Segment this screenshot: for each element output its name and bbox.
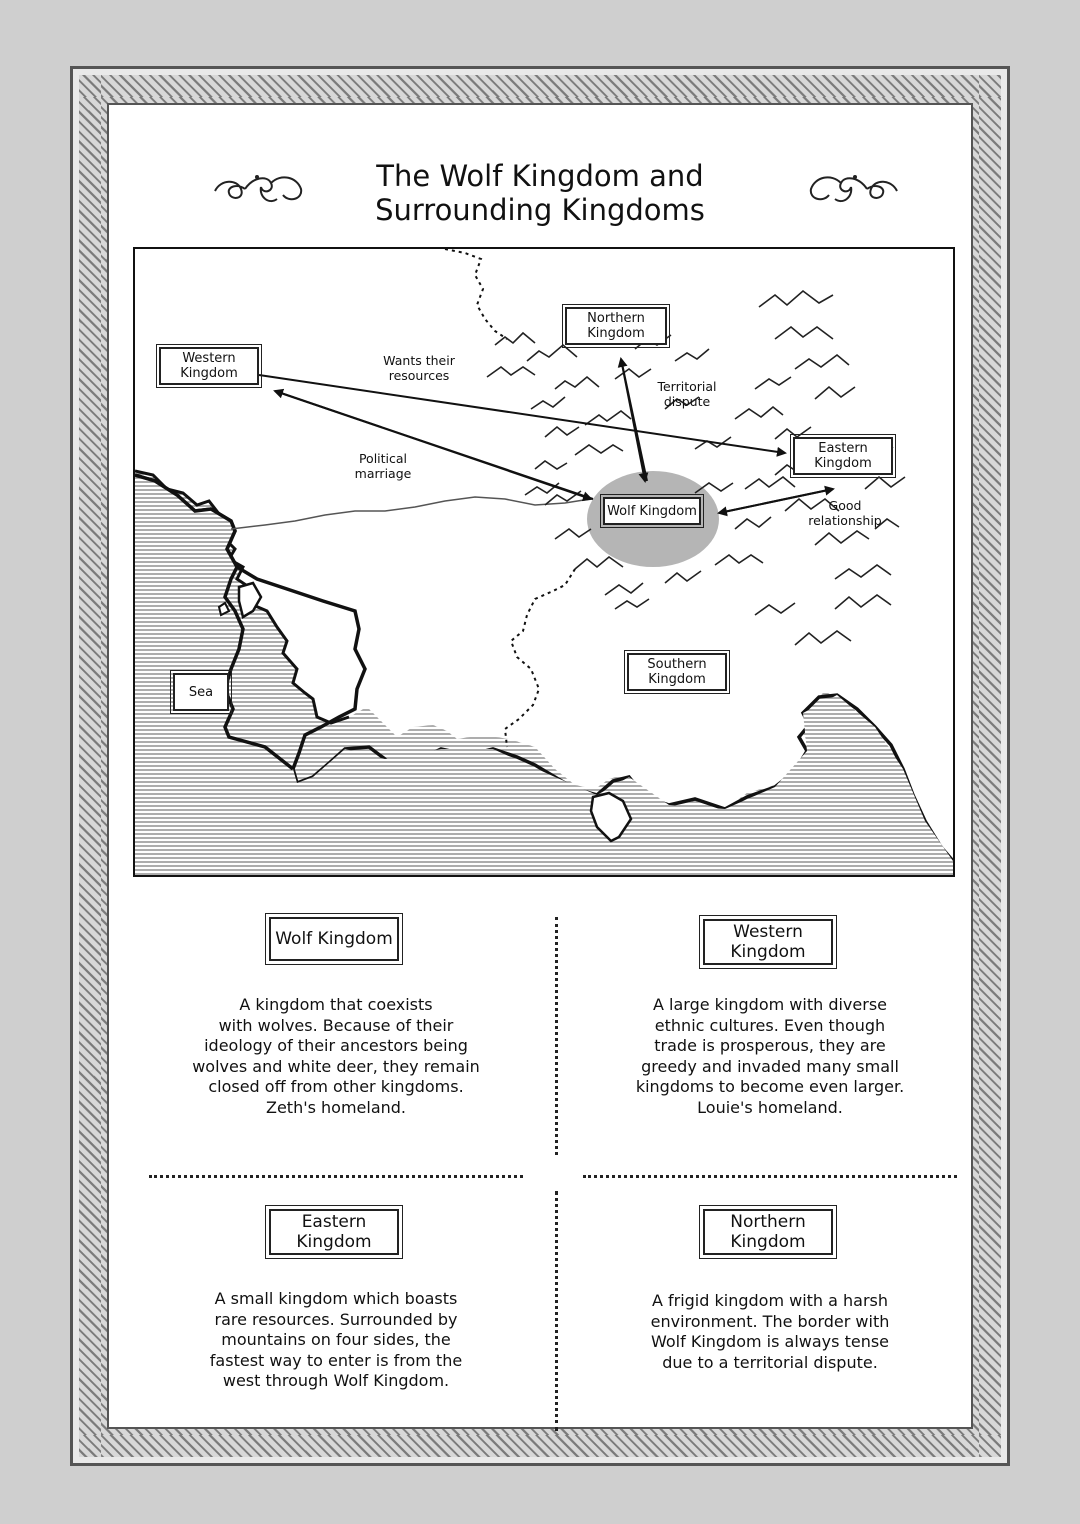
label-eastern-line2: Kingdom	[814, 456, 872, 471]
relation-good-line2: relationship	[808, 513, 882, 528]
label-western-line2: Kingdom	[180, 366, 238, 381]
heading-western-line2: Kingdom	[730, 942, 806, 962]
border-wolf-west	[231, 497, 590, 529]
label-wolf-text: Wolf Kingdom	[607, 503, 697, 519]
relation-wants-line1: Wants their	[383, 353, 455, 368]
page-content	[107, 103, 973, 1429]
map-canvas	[135, 249, 953, 875]
heading-wolf-line1: Wolf Kingdom	[275, 929, 393, 949]
label-sea-text: Sea	[188, 684, 214, 700]
label-western-kingdom	[159, 347, 259, 385]
relation-territorial-line1: Territorial	[657, 379, 717, 394]
label-southern-line2: Kingdom	[648, 672, 706, 687]
heading-eastern-kingdom	[269, 1209, 399, 1255]
title-line-1: The Wolf Kingdom and	[376, 159, 704, 193]
divider-vertical-bottom	[555, 1191, 558, 1431]
label-wolf-kingdom	[603, 497, 701, 525]
label-northern-line1: Northern	[587, 311, 645, 326]
desc-eastern-kingdom: A small kingdom which boasts rare resources. Surrounded by mountains on four sides, the fastest way to enter is from the west through Wolf Kingdom.	[209, 1289, 463, 1391]
heading-northern-line1: Northern	[730, 1212, 806, 1232]
border-north-dotted	[445, 249, 507, 339]
kingdom-map	[133, 247, 955, 877]
relation-political-line1: Political	[358, 451, 408, 466]
heading-eastern-line1: Eastern	[301, 1212, 367, 1232]
label-sea	[173, 673, 229, 711]
desc-western-kingdom: A large kingdom with diverse ethnic cultures. Even though trade is prosperous, they are greedy and invaded many small kingdoms to become even larger. Louie's homeland.	[635, 995, 905, 1117]
divider-horizontal-left	[149, 1175, 523, 1178]
label-southern-line1: Southern	[647, 657, 707, 672]
label-northern-line2: Kingdom	[587, 326, 645, 341]
label-western-line1: Western	[182, 351, 236, 366]
label-eastern-kingdom	[793, 437, 893, 475]
relation-good-line1: Good	[828, 498, 862, 513]
title-line-2: Surrounding Kingdoms	[375, 193, 705, 227]
relation-wants-line2: resources	[388, 368, 450, 383]
relation-territorial-line2: dispute	[663, 394, 711, 409]
relation-political-line2: marriage	[354, 466, 412, 481]
desc-northern-kingdom: A frigid kingdom with a harsh environment. The border with Wolf Kingdom is always tense due to a territorial dispute.	[650, 1291, 890, 1372]
heading-northern-kingdom	[703, 1209, 833, 1255]
label-eastern-line1: Eastern	[818, 441, 868, 456]
page-frame	[70, 66, 1010, 1466]
page-title	[109, 159, 971, 227]
label-southern-kingdom	[627, 653, 727, 691]
label-northern-kingdom	[565, 307, 667, 345]
divider-horizontal-right	[583, 1175, 957, 1178]
heading-wolf-kingdom	[269, 917, 399, 961]
heading-western-line1: Western	[733, 922, 803, 942]
desc-wolf-kingdom: A kingdom that coexists with wolves. Because of their ideology of their ancestors being wolves and white deer, they remain closed off from other kingdoms. Zeth's homeland.	[192, 995, 480, 1117]
divider-vertical-top	[555, 917, 558, 1155]
heading-eastern-line2: Kingdom	[296, 1232, 372, 1252]
heading-northern-line2: Kingdom	[730, 1232, 806, 1252]
heading-western-kingdom	[703, 919, 833, 965]
border-south-dotted	[505, 569, 575, 747]
